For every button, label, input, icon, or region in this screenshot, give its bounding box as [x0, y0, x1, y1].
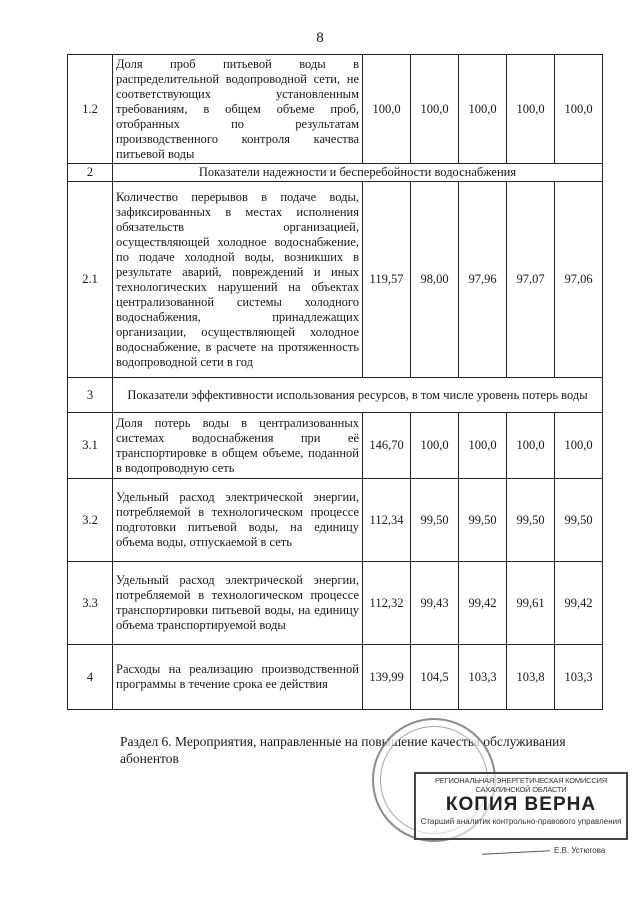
value-cell: 119,57	[363, 182, 411, 378]
row-number: 3.1	[68, 413, 113, 479]
value-cell: 104,5	[411, 645, 459, 710]
section-row	[68, 164, 603, 182]
value-cell: 99,50	[507, 479, 555, 562]
value-cell: 100,0	[555, 413, 603, 479]
row-description: Количество перерывов в подаче воды, зафиксированных в местах исполнения обязательств организацией, осуществляющей холодное водоснабжение, по подаче холодной воды, возникших в результате аварий, повреждений и иных технологических нарушений на объектах централизованной системы холодного водоснабжения, принадлежащих организации, осуществляющей холодное водоснабжение, в расчете на протяженность водопроводной сети в год	[113, 182, 363, 378]
stamp-role: Старший аналитик контрольно-правового управления	[420, 817, 622, 826]
section-title: Показатели эффективности использования ресурсов, в том числе уровень потерь воды	[113, 378, 603, 413]
value-cell: 99,50	[411, 479, 459, 562]
row-number: 4	[68, 645, 113, 710]
table-row	[68, 413, 603, 479]
value-cell: 98,00	[411, 182, 459, 378]
row-description: Доля потерь воды в централизованных системах водоснабжения при её транспортировке в общем объеме, поданной в водопроводную сеть	[113, 413, 363, 479]
value-cell: 99,42	[459, 562, 507, 645]
value-cell: 100,0	[459, 413, 507, 479]
value-cell: 99,42	[555, 562, 603, 645]
value-cell: 112,32	[363, 562, 411, 645]
value-cell: 139,99	[363, 645, 411, 710]
value-cell: 100,0	[555, 55, 603, 164]
table-row	[68, 182, 603, 378]
table-row	[68, 562, 603, 645]
section-number: 3	[68, 378, 113, 413]
value-cell: 103,8	[507, 645, 555, 710]
value-cell: 103,3	[459, 645, 507, 710]
section-title: Показатели надежности и бесперебойности водоснабжения	[113, 164, 603, 182]
table-row	[68, 55, 603, 164]
section-number: 2	[68, 164, 113, 182]
value-cell: 97,06	[555, 182, 603, 378]
value-cell: 99,50	[459, 479, 507, 562]
value-cell: 97,07	[507, 182, 555, 378]
section-row	[68, 378, 603, 413]
value-cell: 100,0	[411, 413, 459, 479]
value-cell: 100,0	[459, 55, 507, 164]
stamp-title: КОПИЯ ВЕРНА	[445, 794, 597, 815]
value-cell: 100,0	[363, 55, 411, 164]
stamp-signer: Е.В. Устюгова	[554, 846, 606, 855]
indicators-table	[67, 54, 603, 710]
value-cell: 99,61	[507, 562, 555, 645]
value-cell: 97,96	[459, 182, 507, 378]
table-row	[68, 645, 603, 710]
row-description: Удельный расход электрической энергии, потребляемой в технологическом процессе транспортировки питьевой воды, на единицу объема транспортируемой воды	[113, 562, 363, 645]
value-cell: 100,0	[507, 55, 555, 164]
certification-stamp	[372, 718, 632, 858]
row-description: Доля проб питьевой воды в распределительной водопроводной сети, не соответствующих установленным требованиям, в общем объеме проб, отобранных по результатам производственного контроля качества питьевой воды	[113, 55, 363, 164]
value-cell: 100,0	[507, 413, 555, 479]
row-description: Расходы на реализацию производственной программы в течение срока ее действия	[113, 645, 363, 710]
row-number: 3.2	[68, 479, 113, 562]
value-cell: 112,34	[363, 479, 411, 562]
stamp-organization: РЕГИОНАЛЬНАЯ ЭНЕРГЕТИЧЕСКАЯ КОМИССИЯ САХАЛИНСКОЙ ОБЛАСТИ	[435, 776, 607, 794]
row-description: Удельный расход электрической энергии, потребляемой в технологическом процессе подготовки питьевой воды, на единицу объема воды, отпускаемой в сеть	[113, 479, 363, 562]
value-cell: 100,0	[411, 55, 459, 164]
row-number: 2.1	[68, 182, 113, 378]
copy-verified-box	[414, 772, 628, 840]
value-cell: 103,3	[555, 645, 603, 710]
value-cell: 99,50	[555, 479, 603, 562]
row-number: 1.2	[68, 55, 113, 164]
signature-icon	[482, 850, 550, 855]
section-heading: Раздел 6. Мероприятия, направленные на повышение качества обслуживания абонентов	[120, 734, 566, 766]
value-cell: 99,43	[411, 562, 459, 645]
value-cell: 146,70	[363, 413, 411, 479]
row-number: 3.3	[68, 562, 113, 645]
table-row	[68, 479, 603, 562]
page-number: 8	[316, 30, 324, 46]
